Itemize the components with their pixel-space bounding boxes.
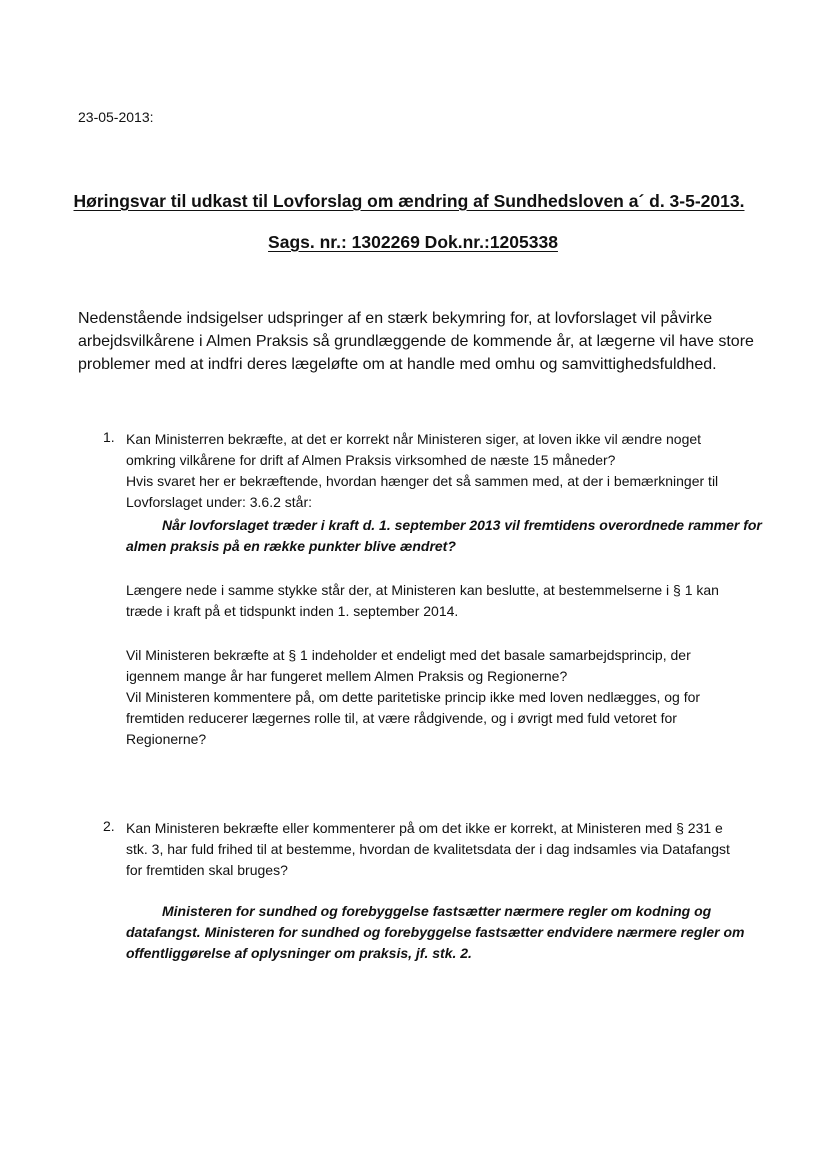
document-date: 23-05-2013: (78, 109, 154, 125)
intro-line: problemer med at indfri deres lægeløfte om at handle med omhu og samvittighedsfuldhed. (78, 356, 717, 373)
text-line: fremtiden reducerer lægernes rolle til, at være rådgivende, og i øvrigt med fuld vetoret for (126, 710, 677, 726)
quote-line: offentliggørelse af oplysninger om praksis, jf. stk. 2. (126, 945, 472, 961)
text-line: træde i kraft på et tidspunkt inden 1. september 2014. (126, 603, 459, 619)
item-1-quote (126, 515, 762, 557)
text-line: Vil Ministeren kommentere på, om dette paritetiske princip ikke med loven nedlægges, og for (126, 689, 701, 705)
text-line: Regionerne? (126, 731, 207, 747)
text-line: Længere nede i samme stykke står der, at Ministeren kan beslutte, at bestemmelserne i § 1 kan (126, 582, 719, 598)
text-line: Kan Ministerren bekræfte, at det er korrekt når Ministeren siger, at loven ikke vil ændre noget (126, 431, 702, 447)
text-line: igennem mange år har fungeret mellem Almen Praksis og Regionerne? (126, 668, 568, 684)
intro-paragraph (78, 307, 758, 376)
quote-line: Ministeren for sundhed og forebyggelse fastsætter nærmere regler om kodning og (162, 903, 712, 919)
item-2-quote (126, 901, 746, 964)
item-2-question (126, 818, 746, 881)
item-1-question (126, 429, 746, 513)
text-line: Lovforslaget under: 3.6.2 står: (126, 494, 312, 510)
case-reference: Sags. nr.: 1302269 Dok.nr.:1205338 (268, 232, 558, 252)
quote-line: Når lovforslaget træder i kraft d. 1. september 2013 vil fremtidens overordnede rammer for (162, 517, 762, 533)
item-1-number: 1. (103, 429, 115, 445)
text-line: omkring vilkårene for drift af Almen Praksis virksomhed de næste 15 måneder? (126, 452, 616, 468)
text-line: stk. 3, har fuld frihed til at bestemme, hvordan de kvalitetsdata der i dag indsamles via Datafangst (126, 841, 730, 857)
item-2-number: 2. (103, 818, 115, 834)
quote-line: datafangst. Ministeren for sundhed og forebyggelse fastsætter endvidere nærmere regler om (126, 924, 745, 940)
quote-line: almen praksis på en række punkter blive ændret? (126, 538, 456, 554)
item-1-paragraph-b (126, 580, 746, 622)
document-title: Høringsvar til udkast til Lovforslag om ændring af Sundhedsloven a´ d. 3-5-2013. (73, 191, 745, 211)
item-1-paragraph-c (126, 645, 746, 750)
text-line: Kan Ministeren bekræfte eller kommenterer på om det ikke er korrekt, at Ministeren med § 231 e (126, 820, 723, 836)
text-line: for fremtiden skal bruges? (126, 862, 288, 878)
intro-line: arbejdsvilkårene i Almen Praksis så grundlæggende de kommende år, at lægerne vil have store (78, 333, 754, 350)
intro-line: Nedenstående indsigelser udspringer af en stærk bekymring for, at lovforslaget vil påvirke (78, 310, 713, 327)
text-line: Vil Ministeren bekræfte at § 1 indeholder et endeligt med det basale samarbejdsprincip, der (126, 647, 691, 663)
text-line: Hvis svaret her er bekræftende, hvordan hænger det så sammen med, at der i bemærkninger til (126, 473, 719, 489)
